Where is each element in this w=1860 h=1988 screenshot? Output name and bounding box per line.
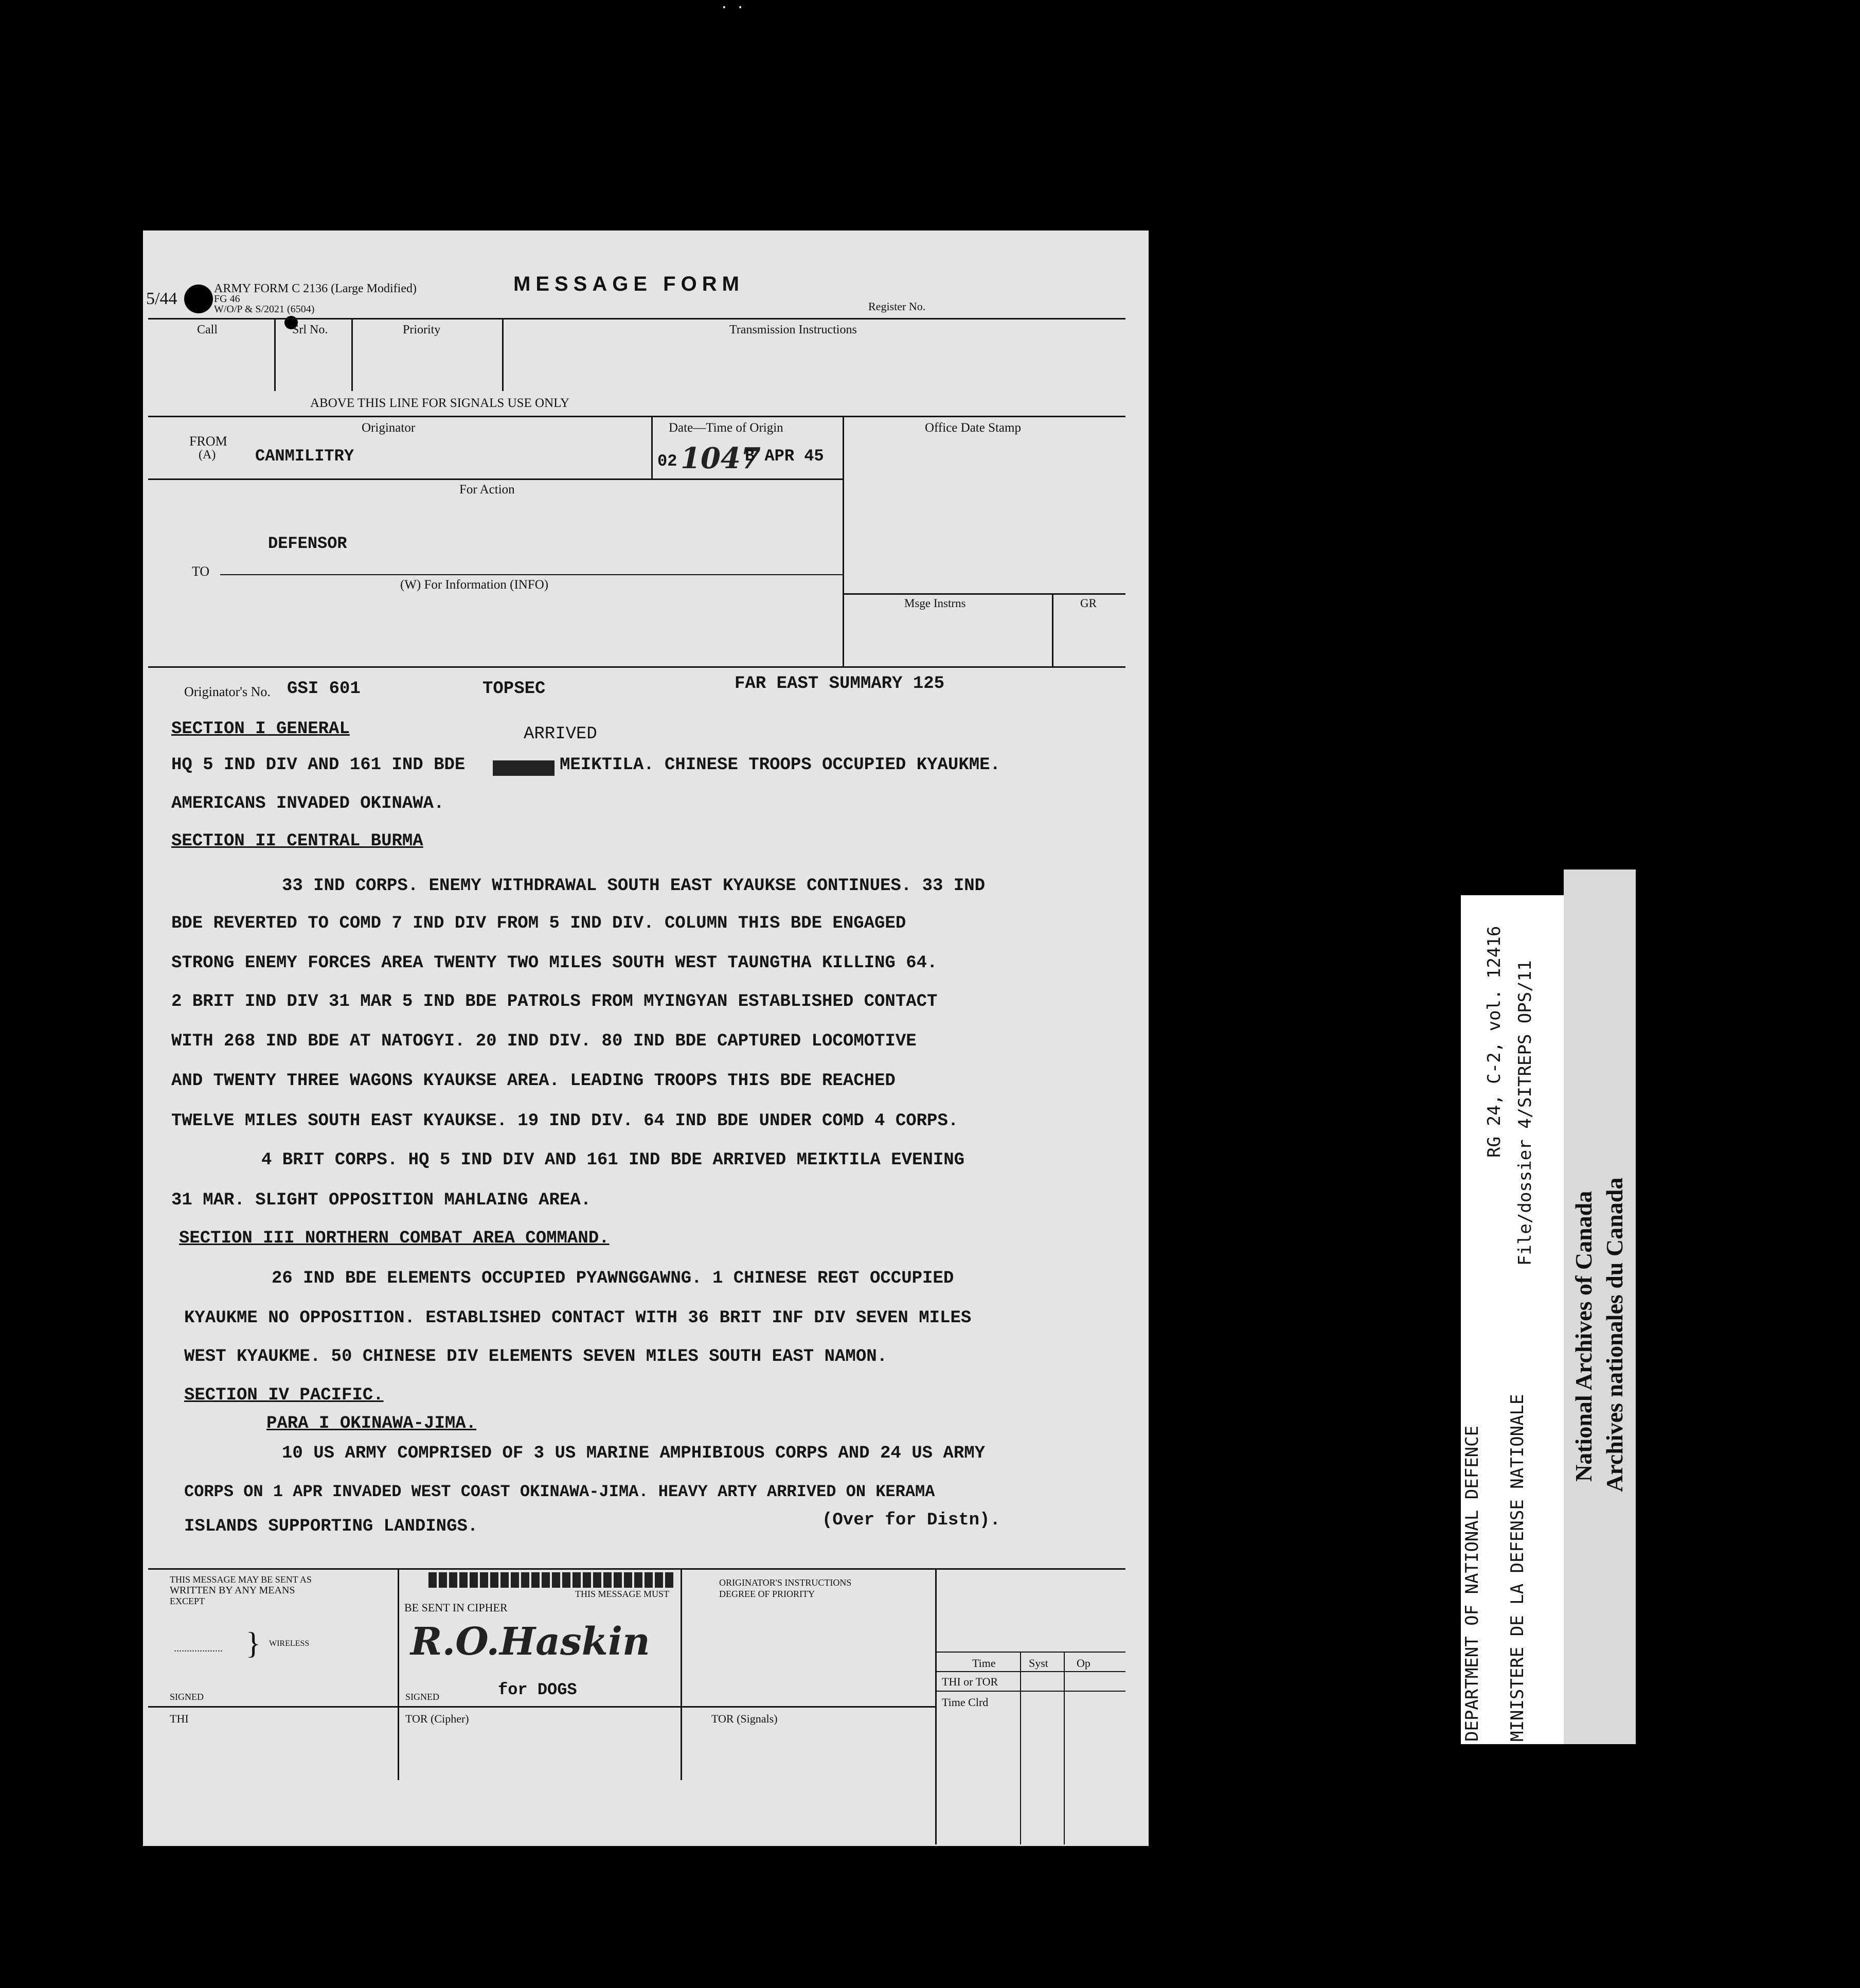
archives-fr: Archives nationales du Canada bbox=[1601, 1177, 1628, 1492]
may-be-sent-line-1: THIS MESSAGE MAY BE SENT AS bbox=[170, 1574, 312, 1585]
scan-marks: · · bbox=[720, 0, 744, 15]
rg-reference: RG 24, C-2, vol. 12416 bbox=[1484, 926, 1505, 1158]
transmission-instructions-label: Transmission Instructions bbox=[729, 323, 857, 336]
section-3-line-1: 26 IND BDE ELEMENTS OCCUPIED PYAWNGGAWNG. 1 CHINESE REGT OCCUPIED bbox=[272, 1269, 954, 1288]
section-1-line-1a: HQ 5 IND DIV AND 161 IND BDE bbox=[171, 755, 466, 775]
section-1-line-2: AMERICANS INVADED OKINAWA. bbox=[171, 794, 444, 813]
date-time-label: Date—Time of Origin bbox=[669, 421, 783, 435]
to-label: TO bbox=[192, 564, 210, 579]
for-dogs: for DOGS bbox=[498, 1680, 577, 1699]
section-2-line-5: WITH 268 IND BDE AT NATOGYI. 20 IND DIV. 80 IND BDE CAPTURED LOCOMOTIVE bbox=[171, 1032, 917, 1051]
section-2-line-4: 2 BRIT IND DIV 31 MAR 5 IND BDE PATROLS FROM MYINGYAN ESTABLISHED CONTACT bbox=[171, 992, 938, 1011]
section-1-heading: SECTION I GENERAL bbox=[171, 719, 350, 739]
priority-label: Priority bbox=[403, 323, 441, 336]
section-2-line-6: AND TWENTY THREE WAGONS KYAUKSE AREA. LEADING TROOPS THIS BDE REACHED bbox=[171, 1071, 896, 1091]
may-be-sent-line-3: EXCEPT bbox=[170, 1596, 205, 1606]
section-2-line-7: TWELVE MILES SOUTH EAST KYAUKSE. 19 IND DIV. 64 IND BDE UNDER COMD 4 CORPS. bbox=[171, 1111, 959, 1131]
originators-no-label: Originator's No. bbox=[184, 684, 271, 699]
cipher-line-2: BE SENT IN CIPHER bbox=[404, 1601, 508, 1614]
over-for-distribution: (Over for Distn). bbox=[822, 1511, 1000, 1530]
originators-no: GSI 601 bbox=[287, 679, 361, 699]
section-2-line-8: 4 BRIT CORPS. HQ 5 IND DIV AND 161 IND BDE ARRIVED MEIKTILA EVENING bbox=[261, 1150, 965, 1170]
form-title: MESSAGE FORM bbox=[513, 273, 744, 295]
section-3-line-3: WEST KYAUKME. 50 CHINESE DIV ELEMENTS SEVEN MILES SOUTH EAST NAMON. bbox=[184, 1347, 888, 1366]
section-2-line-2: BDE REVERTED TO COMD 7 IND DIV FROM 5 IND DIV. COLUMN THIS BDE ENGAGED bbox=[171, 914, 906, 933]
date-suffix: B APR 45 bbox=[745, 447, 824, 466]
section-2-line-3: STRONG ENEMY FORCES AREA TWENTY TWO MILES SOUTH WEST TAUNGTHA KILLING 64. bbox=[171, 953, 938, 973]
section-4-para: PARA I OKINAWA-JIMA. bbox=[266, 1414, 477, 1433]
brace: } bbox=[246, 1626, 261, 1660]
section-2-line-9: 31 MAR. SLIGHT OPPOSITION MAHLAING AREA. bbox=[171, 1191, 592, 1210]
section-4-line-2: CORPS ON 1 APR INVADED WEST COAST OKINAWA-JIMA. HEAVY ARTY ARRIVED ON KERAMA bbox=[184, 1482, 935, 1501]
section-3-heading: SECTION III NORTHERN COMBAT AREA COMMAND. bbox=[179, 1229, 610, 1248]
section-1-line-1b: MEIKTILA. CHINESE TROOPS OCCUPIED KYAUKME. bbox=[560, 755, 1000, 775]
punch-hole bbox=[184, 285, 213, 313]
msge-instrns-label: Msge Instrns bbox=[904, 597, 966, 610]
syst-label: Syst bbox=[1029, 1657, 1048, 1670]
section-1-insertion: ARRIVED bbox=[524, 724, 597, 744]
message-form-sheet bbox=[143, 230, 1149, 1846]
file-reference: File/dossier 4/SITREPS OPS/11 bbox=[1515, 960, 1535, 1266]
tor-cipher-label: TOR (Cipher) bbox=[405, 1712, 469, 1725]
archives-en: National Archives of Canada bbox=[1570, 1191, 1597, 1482]
for-info-label: (W) For Information (INFO) bbox=[400, 578, 549, 592]
from-label: FROM bbox=[189, 434, 227, 449]
date-prefix: 02 bbox=[657, 452, 677, 471]
dept-en: DEPARTMENT OF NATIONAL DEFENCE bbox=[1462, 1425, 1482, 1742]
form-sub1: FG 46 bbox=[214, 293, 240, 305]
from-value: CANMILITRY bbox=[255, 447, 354, 466]
register-no-label: Register No. bbox=[868, 300, 926, 313]
form-sub2: W/O/P & S/2021 (6504) bbox=[214, 304, 315, 315]
originator-label: Originator bbox=[362, 421, 416, 435]
degree-of-priority-label: DEGREE OF PRIORITY bbox=[719, 1589, 815, 1599]
date-handwritten-time: 1047 bbox=[681, 441, 761, 475]
section-4-line-1: 10 US ARMY COMPRISED OF 3 US MARINE AMPHIBIOUS CORPS AND 24 US ARMY bbox=[282, 1444, 986, 1463]
time-clrd-label: Time Clrd bbox=[942, 1696, 989, 1709]
from-a-label: (A) bbox=[199, 448, 216, 461]
op-label: Op bbox=[1077, 1657, 1090, 1670]
struck-out-x-row bbox=[428, 1572, 675, 1588]
above-line-note: ABOVE THIS LINE FOR SIGNALS USE ONLY bbox=[310, 396, 569, 410]
section-2-line-1: 33 IND CORPS. ENEMY WITHDRAWAL SOUTH EAST KYAUKSE CONTINUES. 33 IND bbox=[282, 876, 986, 896]
struck-out-word bbox=[493, 760, 555, 776]
section-3-line-2: KYAUKME NO OPPOSITION. ESTABLISHED CONTACT WITH 36 BRIT INF DIV SEVEN MILES bbox=[184, 1308, 972, 1328]
signed-label-1: SIGNED bbox=[170, 1692, 204, 1702]
call-label: Call bbox=[197, 323, 218, 336]
section-4-heading: SECTION IV PACIFIC. bbox=[184, 1386, 384, 1405]
dotted-field: ................... bbox=[174, 1643, 223, 1654]
to-value: DEFENSOR bbox=[268, 534, 347, 553]
classification: TOPSEC bbox=[482, 679, 546, 699]
thi-or-tor-label: THI or TOR bbox=[942, 1675, 998, 1688]
tor-signals-label: TOR (Signals) bbox=[711, 1712, 778, 1725]
may-be-sent-line-2: WRITTEN BY ANY MEANS bbox=[170, 1585, 295, 1596]
form-ref: 5/44 bbox=[146, 289, 177, 308]
dept-fr: MINISTERE DE LA DEFENSE NATIONALE bbox=[1507, 1394, 1528, 1742]
office-stamp-label: Office Date Stamp bbox=[925, 421, 1021, 435]
time-label: Time bbox=[972, 1657, 996, 1670]
cipher-line-1: THIS MESSAGE MUST bbox=[575, 1589, 670, 1599]
signed-label-2: SIGNED bbox=[405, 1692, 439, 1702]
section-4-line-3: ISLANDS SUPPORTING LANDINGS. bbox=[184, 1517, 478, 1536]
gr-label: GR bbox=[1080, 597, 1097, 610]
army-form-number: ARMY FORM C 2136 (Large Modified) bbox=[214, 282, 417, 295]
for-action-label: For Action bbox=[459, 483, 515, 496]
originators-instructions-label: ORIGINATOR'S INSTRUCTIONS bbox=[719, 1577, 852, 1588]
srl-no-label: Srl No. bbox=[292, 323, 328, 336]
summary-title: FAR EAST SUMMARY 125 bbox=[735, 674, 945, 694]
handwritten-signature: R.O.Haskin bbox=[410, 1620, 650, 1664]
section-2-heading: SECTION II CENTRAL BURMA bbox=[171, 831, 423, 851]
wireless-label: WIRELESS bbox=[269, 1639, 310, 1648]
thi-label: THI bbox=[170, 1712, 189, 1725]
